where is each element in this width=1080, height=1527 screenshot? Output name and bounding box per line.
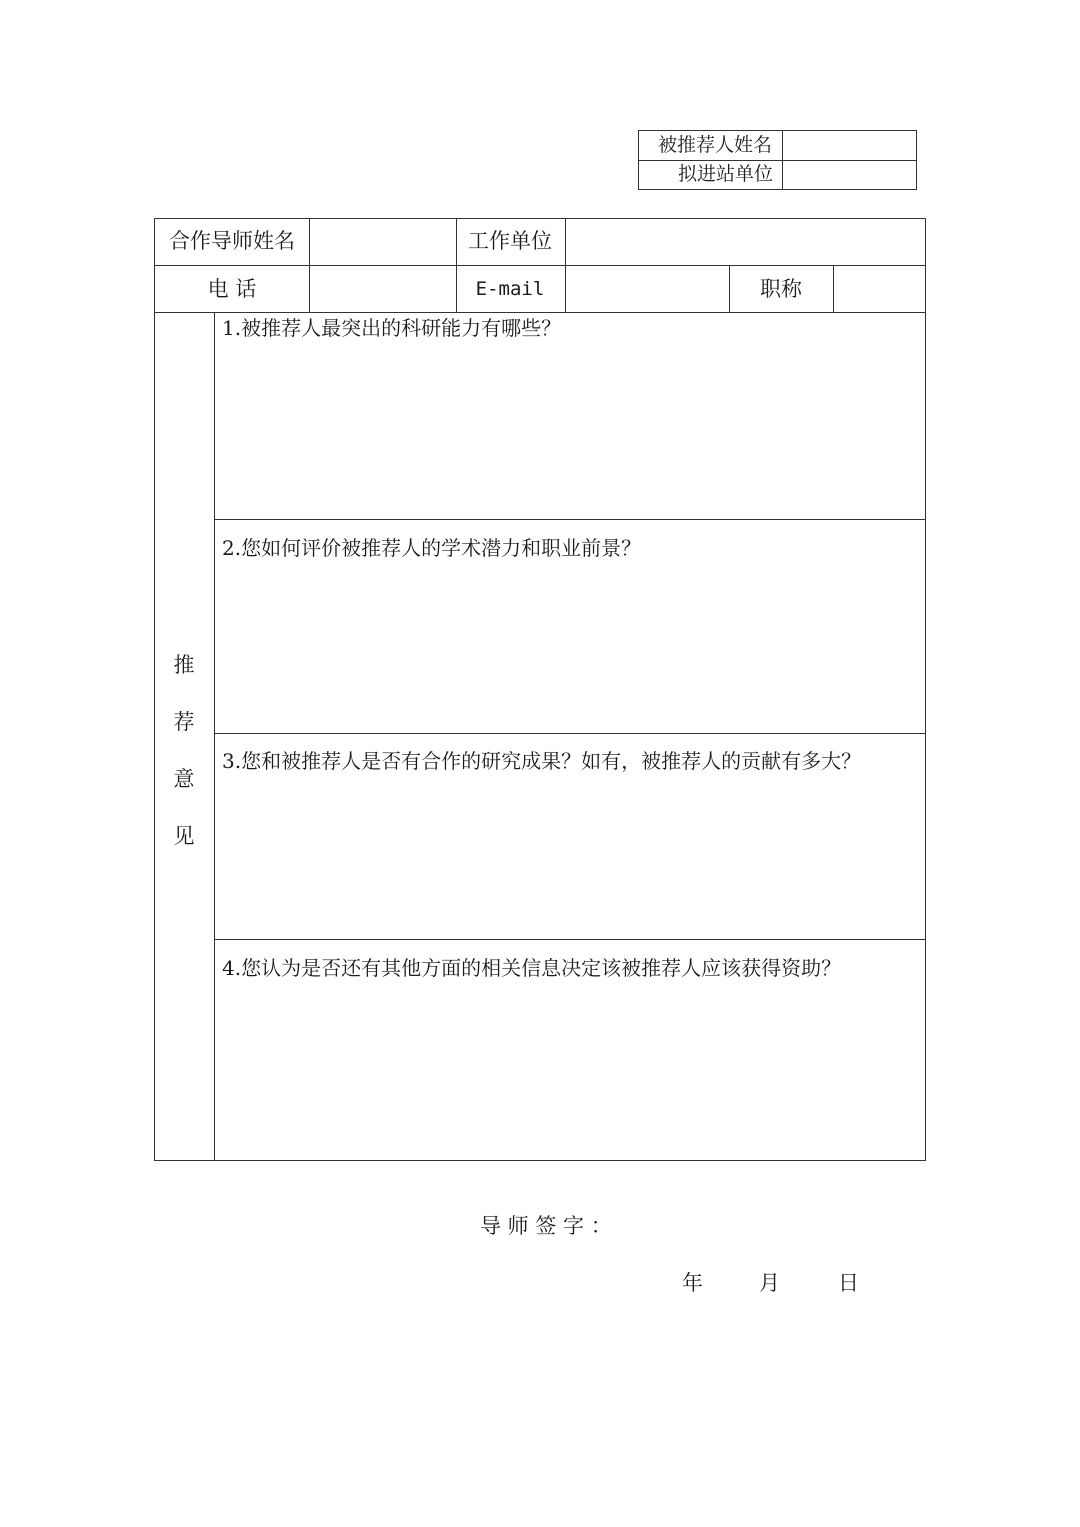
date-month-label: 月 — [759, 1271, 780, 1295]
phone-label: 电 话 — [207, 277, 257, 301]
answer-area-4[interactable] — [215, 985, 925, 1160]
question-2: 2.您如何评价被推荐人的学术潜力和职业前景？ — [222, 536, 642, 560]
answer-area-2[interactable] — [215, 565, 925, 733]
question-3: 3.您和被推荐人是否有合作的研究成果？如有，被推荐人的贡献有多大？ — [222, 749, 862, 773]
question-4: 4.您认为是否还有其他方面的相关信息决定该被推荐人应该获得资助？ — [222, 956, 842, 980]
side-label-char-1: 推 — [173, 653, 195, 677]
date-day-label: 日 — [838, 1271, 859, 1295]
candidate-name-label: 被推荐人姓名 — [658, 134, 773, 156]
side-label-char-4: 见 — [173, 824, 195, 848]
advisor-signature-field[interactable] — [610, 1210, 810, 1244]
answer-area-3[interactable] — [215, 778, 925, 939]
station-unit-label: 拟进站单位 — [678, 163, 774, 185]
advisor-signature-label: 导 师 签 字 ： — [480, 1214, 612, 1238]
answer-area-1[interactable] — [215, 345, 925, 519]
title-label: 职称 — [760, 277, 802, 301]
advisor-name-label: 合作导师姓名 — [169, 229, 295, 253]
question-1: 1.被推荐人最突出的科研能力有哪些？ — [222, 316, 562, 340]
side-label-char-3: 意 — [173, 767, 195, 791]
date-year-label: 年 — [682, 1271, 703, 1295]
side-label-char-2: 荐 — [173, 710, 195, 734]
work-unit-label: 工作单位 — [468, 229, 552, 253]
email-label: E-mail — [475, 278, 545, 300]
